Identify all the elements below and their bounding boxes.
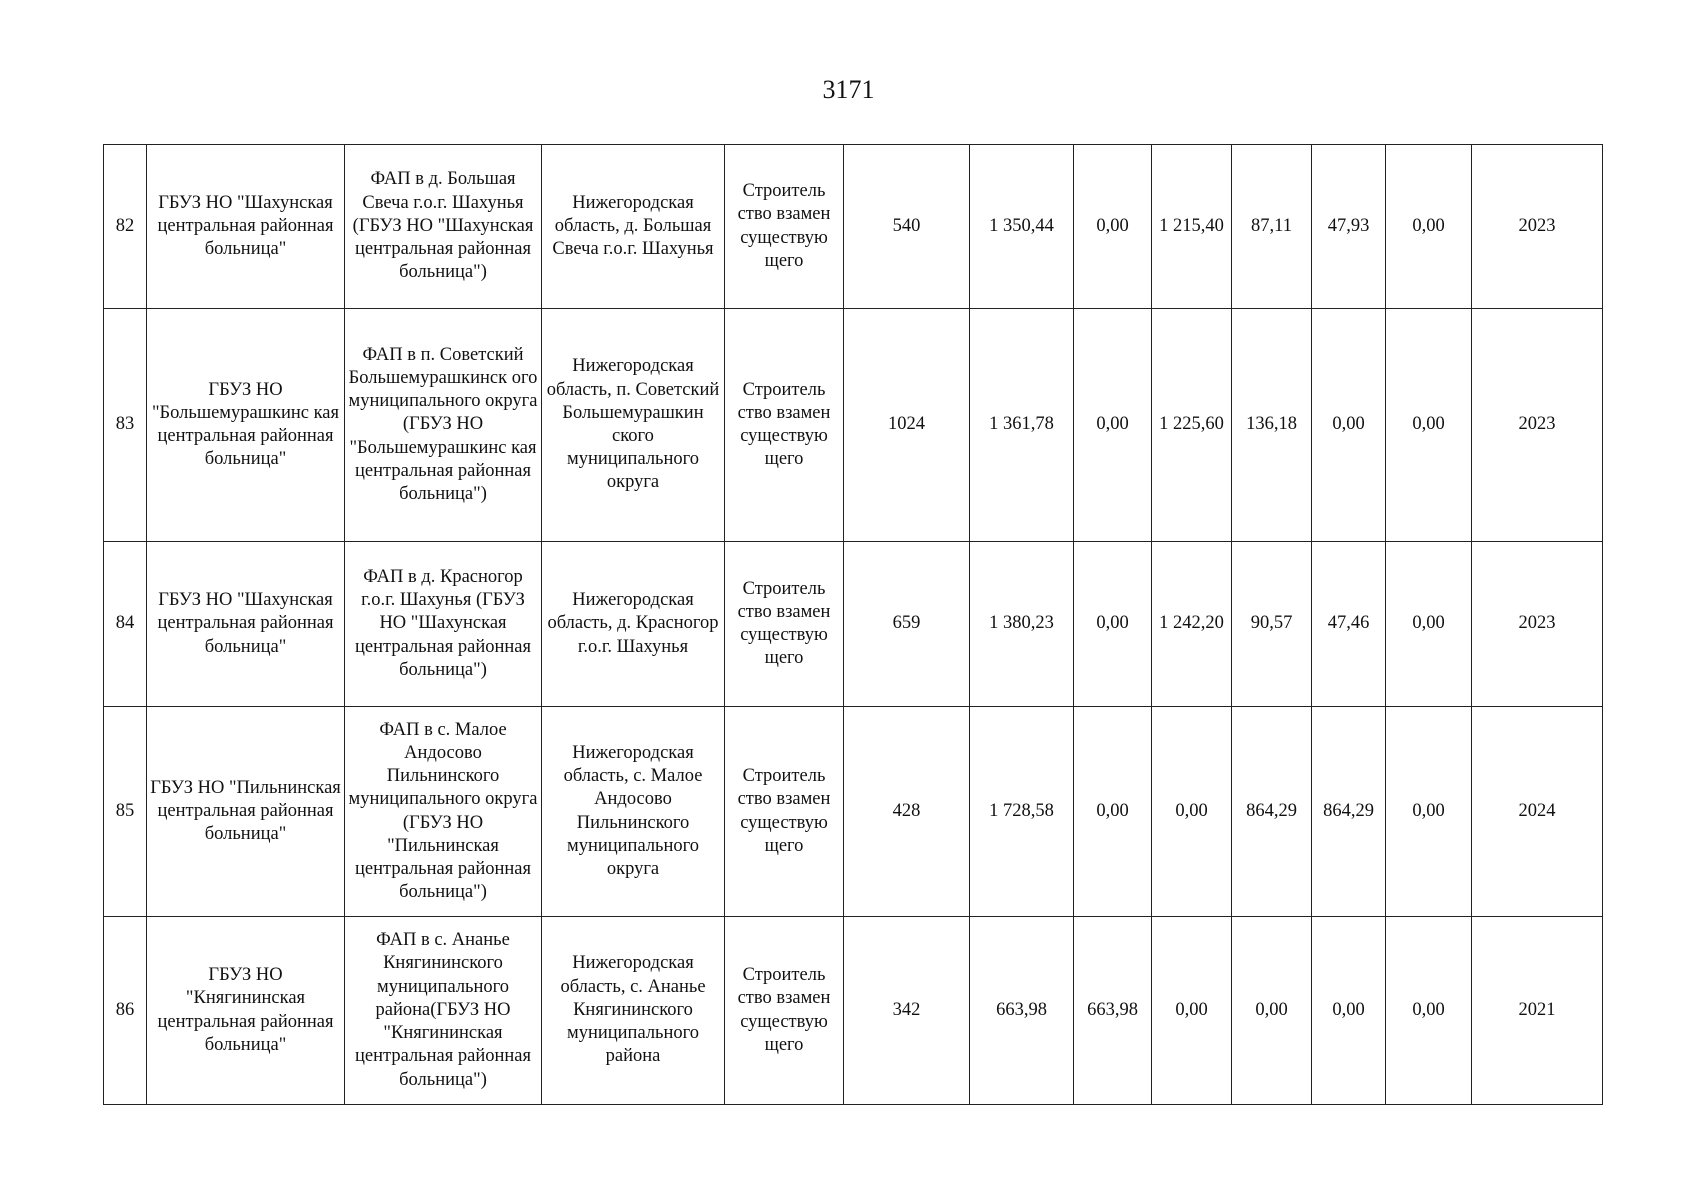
value-cell: 0,00 [1232, 917, 1312, 1105]
value-cell: 0,00 [1074, 707, 1152, 917]
value-cell: 0,00 [1386, 542, 1472, 707]
year-cell: 2023 [1472, 542, 1603, 707]
value-cell: 136,18 [1232, 309, 1312, 542]
organization-cell: ГБУЗ НО "Пильнинская центральная районная больница" [147, 707, 345, 917]
value-cell: 1 225,60 [1152, 309, 1232, 542]
object-name-cell: ФАП в с. Малое Андосово Пильнинского муниципального округа (ГБУЗ НО "Пильнинская центральная районная больница") [345, 707, 542, 917]
table-row [104, 917, 1603, 1105]
object-name-cell: ФАП в п. Советский Большемурашкинск ого муниципального округа (ГБУЗ НО "Большемурашкинс кая центральная районная больница") [345, 309, 542, 542]
value-cell: 47,46 [1312, 542, 1386, 707]
row-number-cell: 83 [104, 309, 147, 542]
work-type-cell: Строитель ство взамен существую щего [725, 917, 844, 1105]
value-cell: 0,00 [1386, 309, 1472, 542]
object-name-cell: ФАП в д. Большая Свеча г.о.г. Шахунья (ГБУЗ НО "Шахунская центральная районная больница") [345, 145, 542, 309]
capacity-cell: 428 [844, 707, 970, 917]
year-cell: 2023 [1472, 309, 1603, 542]
work-type-cell: Строитель ство взамен существую щего [725, 707, 844, 917]
page-number: 3171 [822, 75, 875, 104]
value-cell: 864,29 [1312, 707, 1386, 917]
total-cost-cell: 1 728,58 [970, 707, 1074, 917]
organization-cell: ГБУЗ НО "Княгининская центральная районная больница" [147, 917, 345, 1105]
work-type-cell: Строитель ство взамен существую щего [725, 542, 844, 707]
organization-cell: ГБУЗ НО "Большемурашкинс кая центральная районная больница" [147, 309, 345, 542]
work-type-cell: Строитель ство взамен существую щего [725, 309, 844, 542]
capacity-cell: 659 [844, 542, 970, 707]
organization-cell: ГБУЗ НО "Шахунская центральная районная больница" [147, 542, 345, 707]
object-name-cell: ФАП в с. Ананье Княгининского муниципального района(ГБУЗ НО "Княгининская центральная районная больница") [345, 917, 542, 1105]
value-cell: 0,00 [1152, 707, 1232, 917]
value-cell: 1 215,40 [1152, 145, 1232, 309]
value-cell: 0,00 [1312, 917, 1386, 1105]
year-cell: 2024 [1472, 707, 1603, 917]
table-row [104, 145, 1603, 309]
object-name-cell: ФАП в д. Красногор г.о.г. Шахунья (ГБУЗ НО "Шахунская центральная районная больница") [345, 542, 542, 707]
total-cost-cell: 1 380,23 [970, 542, 1074, 707]
capacity-cell: 342 [844, 917, 970, 1105]
value-cell: 0,00 [1152, 917, 1232, 1105]
value-cell: 0,00 [1074, 542, 1152, 707]
row-number-cell: 82 [104, 145, 147, 309]
table-row [104, 707, 1603, 917]
year-cell: 2021 [1472, 917, 1603, 1105]
value-cell: 0,00 [1386, 145, 1472, 309]
total-cost-cell: 1 350,44 [970, 145, 1074, 309]
address-cell: Нижегородская область, п. Советский Большемурашкин ского муниципального округа [542, 309, 725, 542]
value-cell: 0,00 [1074, 309, 1152, 542]
value-cell: 90,57 [1232, 542, 1312, 707]
value-cell: 0,00 [1386, 917, 1472, 1105]
row-number-cell: 84 [104, 542, 147, 707]
facility-registry-table [103, 144, 1603, 1105]
value-cell: 1 242,20 [1152, 542, 1232, 707]
capacity-cell: 540 [844, 145, 970, 309]
year-cell: 2023 [1472, 145, 1603, 309]
capacity-cell: 1024 [844, 309, 970, 542]
value-cell: 0,00 [1074, 145, 1152, 309]
value-cell: 87,11 [1232, 145, 1312, 309]
value-cell: 0,00 [1386, 707, 1472, 917]
table-row [104, 309, 1603, 542]
organization-cell: ГБУЗ НО "Шахунская центральная районная больница" [147, 145, 345, 309]
value-cell: 47,93 [1312, 145, 1386, 309]
row-number-cell: 86 [104, 917, 147, 1105]
value-cell: 864,29 [1232, 707, 1312, 917]
row-number-cell: 85 [104, 707, 147, 917]
work-type-cell: Строитель ство взамен существую щего [725, 145, 844, 309]
address-cell: Нижегородская область, д. Красногор г.о.г. Шахунья [542, 542, 725, 707]
table-row [104, 542, 1603, 707]
address-cell: Нижегородская область, с. Ананье Княгининского муниципального района [542, 917, 725, 1105]
address-cell: Нижегородская область, с. Малое Андосово Пильнинского муниципального округа [542, 707, 725, 917]
address-cell: Нижегородская область, д. Большая Свеча г.о.г. Шахунья [542, 145, 725, 309]
total-cost-cell: 663,98 [970, 917, 1074, 1105]
value-cell: 663,98 [1074, 917, 1152, 1105]
value-cell: 0,00 [1312, 309, 1386, 542]
total-cost-cell: 1 361,78 [970, 309, 1074, 542]
